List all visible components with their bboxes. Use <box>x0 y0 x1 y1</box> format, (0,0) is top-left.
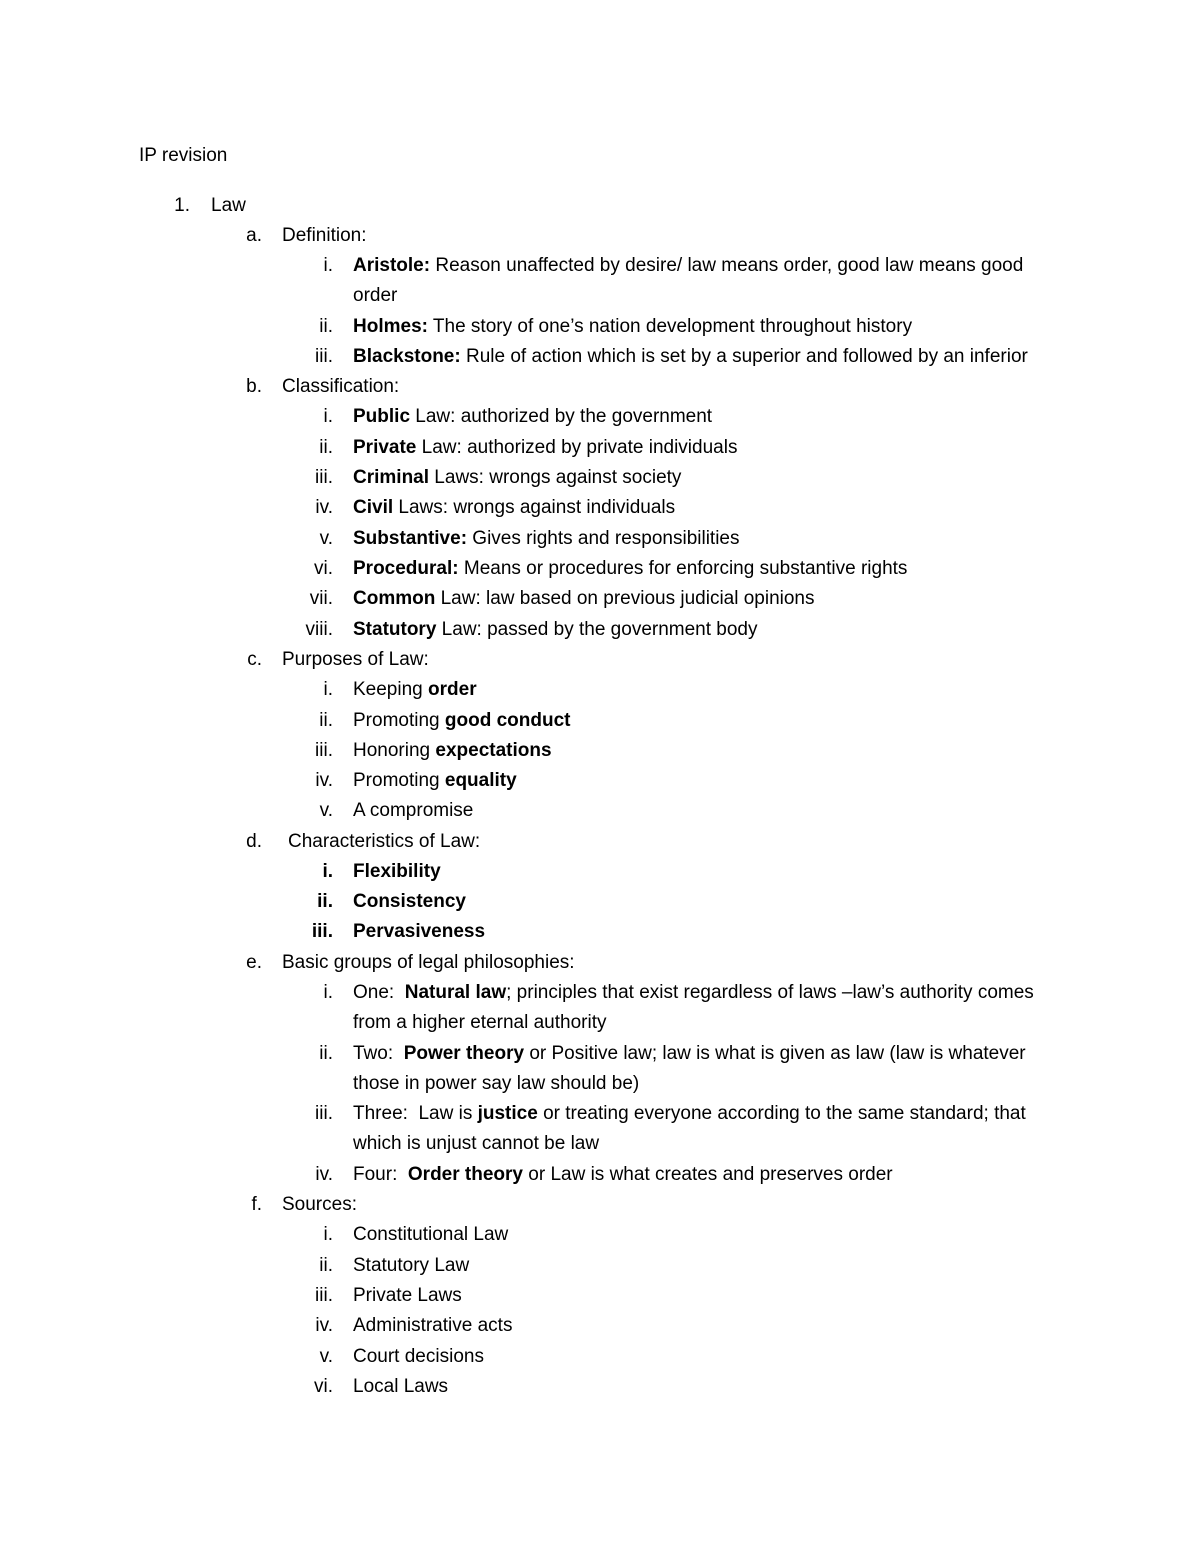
list-item-text: Court decisions <box>353 1346 484 1367</box>
term-bold: order <box>428 679 477 700</box>
list-item-text <box>353 859 441 885</box>
subsection-classification <box>0 374 1200 404</box>
list-marker: ii. <box>319 710 333 731</box>
list-item <box>0 768 1200 798</box>
list-item <box>0 1374 1200 1404</box>
list-marker: f. <box>251 1194 262 1215</box>
term-bold: Common <box>353 588 436 609</box>
list-item-text <box>353 251 1063 312</box>
item-plain: Promoting <box>353 710 445 731</box>
term-bold: Procedural: <box>353 558 459 579</box>
term-bold: Statutory <box>353 619 437 640</box>
list-item <box>0 677 1200 707</box>
term-bold: Flexibility <box>353 861 441 882</box>
term-bold: Criminal <box>353 467 430 488</box>
term-bold: Order theory <box>407 1164 523 1185</box>
list-item-text <box>353 556 907 582</box>
list-marker: i. <box>323 982 333 1003</box>
list-item-text <box>353 1162 893 1188</box>
list-marker: iii. <box>315 346 333 367</box>
document-title: IP revision <box>139 145 228 166</box>
term-bold: Natural law <box>404 982 507 1003</box>
list-item <box>0 495 1200 525</box>
item-rest: Law: law based on previous judicial opinions <box>435 588 815 609</box>
list-marker: i. <box>323 255 333 276</box>
list-item-text: Statutory Law <box>353 1255 470 1276</box>
section-label: Law <box>211 195 246 216</box>
term-bold: justice <box>477 1103 538 1124</box>
item-plain: Three: Law is <box>353 1103 478 1124</box>
list-marker: vii. <box>309 588 333 609</box>
list-marker: i. <box>322 861 333 882</box>
subsection-philosophies <box>0 950 1200 980</box>
list-marker: iii. <box>315 1285 333 1306</box>
list-marker: ii. <box>319 1255 333 1276</box>
list-marker: ii. <box>319 437 333 458</box>
list-item-text <box>353 768 517 794</box>
item-plain: Promoting <box>353 770 445 791</box>
term-bold: Civil <box>353 497 394 518</box>
list-item <box>0 1162 1200 1192</box>
list-item-text <box>353 495 675 521</box>
item-rest: or Law is what creates and preserves order <box>523 1164 893 1185</box>
subsection-purposes <box>0 647 1200 677</box>
subsection-sources <box>0 1192 1200 1222</box>
term-bold: Pervasiveness <box>353 921 486 942</box>
item-rest: or treating everyone according to the same standard; that which is unjust cannot be law <box>353 1103 1026 1155</box>
list-item <box>0 556 1200 586</box>
term-bold: good conduct <box>444 710 571 731</box>
list-item <box>0 526 1200 556</box>
term-bold: Blackstone: <box>353 346 461 367</box>
list-item-text <box>353 465 681 491</box>
list-item-text <box>353 526 740 552</box>
item-rest: ; principles that exist regardless of laws –law’s authority comes from a higher eternal authority <box>353 982 1034 1034</box>
subsection-label: Characteristics of Law: <box>288 831 481 852</box>
list-item-text <box>353 738 552 764</box>
list-item-text <box>353 1039 1063 1100</box>
list-item <box>0 435 1200 465</box>
list-item <box>0 617 1200 647</box>
list-marker: i. <box>323 679 333 700</box>
list-item-text <box>353 344 1028 370</box>
list-marker: v. <box>319 528 333 549</box>
term-bold: Public <box>353 406 411 427</box>
list-item-text <box>353 435 737 461</box>
list-item <box>0 1041 1200 1095</box>
list-marker: ii. <box>319 316 333 337</box>
item-rest: Laws: wrongs against individuals <box>393 497 676 518</box>
item-rest: Law: authorized by private individuals <box>416 437 738 458</box>
list-item <box>0 738 1200 768</box>
term-bold: expectations <box>435 740 552 761</box>
list-item-text <box>353 314 912 340</box>
subsection-characteristics <box>0 829 1200 859</box>
list-item-text <box>353 586 815 612</box>
term-bold: equality <box>444 770 517 791</box>
list-marker: b. <box>246 376 262 397</box>
list-item-text <box>353 978 1063 1039</box>
term-bold: Holmes: <box>353 316 428 337</box>
list-item-text <box>353 617 758 643</box>
list-item <box>0 798 1200 828</box>
list-marker: vi. <box>314 558 333 579</box>
subsection-label: Purposes of Law: <box>282 649 429 670</box>
term-bold: Substantive: <box>353 528 468 549</box>
item-plain: Four: <box>353 1164 408 1185</box>
list-item <box>0 1253 1200 1283</box>
item-rest: Law: authorized by the government <box>410 406 713 427</box>
item-rest: or Positive law; law is what is given as law (law is whatever those in power say law should be) <box>353 1043 1026 1095</box>
term-bold: Power theory <box>403 1043 525 1064</box>
list-item-text <box>353 404 712 430</box>
list-marker: iv. <box>315 1164 333 1185</box>
list-marker: iii. <box>315 1103 333 1124</box>
list-marker: i. <box>323 1224 333 1245</box>
subsection-label: Definition: <box>282 225 367 246</box>
list-item-text <box>353 919 485 945</box>
subsection-label: Classification: <box>282 376 400 397</box>
list-item <box>0 404 1200 434</box>
list-marker: iv. <box>315 1315 333 1336</box>
list-item <box>0 1222 1200 1252</box>
list-item <box>0 708 1200 738</box>
item-rest: Gives rights and responsibilities <box>467 528 740 549</box>
term-bold: Consistency <box>353 891 466 912</box>
list-marker: v. <box>319 800 333 821</box>
list-item <box>0 859 1200 889</box>
list-marker: iv. <box>315 770 333 791</box>
list-item <box>0 253 1200 307</box>
item-plain: One: <box>353 982 405 1003</box>
list-item-text: Local Laws <box>353 1376 449 1397</box>
section-law <box>0 193 1200 223</box>
subsection-label: Sources: <box>282 1194 357 1215</box>
item-plain: Two: <box>353 1043 404 1064</box>
list-item <box>0 1313 1200 1343</box>
subsection-definition <box>0 223 1200 253</box>
item-rest: Laws: wrongs against society <box>429 467 682 488</box>
list-marker: d. <box>246 831 262 852</box>
list-item <box>0 465 1200 495</box>
item-rest: Law: passed by the government body <box>436 619 758 640</box>
list-item <box>0 1101 1200 1155</box>
list-item-text <box>353 889 466 915</box>
list-marker: a. <box>246 225 262 246</box>
list-item-text <box>353 1099 1063 1160</box>
list-item <box>0 314 1200 344</box>
list-marker: ii. <box>319 1043 333 1064</box>
list-marker: viii. <box>305 619 333 640</box>
list-item-text: Administrative acts <box>353 1315 513 1336</box>
list-item <box>0 586 1200 616</box>
item-plain: Honoring <box>353 740 436 761</box>
list-marker: c. <box>247 649 262 670</box>
list-item <box>0 1283 1200 1313</box>
list-item <box>0 1344 1200 1374</box>
list-item <box>0 980 1200 1034</box>
term-bold: Private <box>353 437 417 458</box>
list-item <box>0 344 1200 374</box>
list-marker: iii. <box>315 467 333 488</box>
list-item-text <box>353 677 477 703</box>
list-marker: i. <box>323 406 333 427</box>
item-rest: Means or procedures for enforcing substantive rights <box>458 558 908 579</box>
subsection-label: Basic groups of legal philosophies: <box>282 952 575 973</box>
list-marker: 1. <box>174 195 190 216</box>
list-item-text: Constitutional Law <box>353 1224 509 1245</box>
list-item-text: A compromise <box>353 800 474 821</box>
list-marker: v. <box>319 1346 333 1367</box>
list-marker: iii. <box>315 740 333 761</box>
item-rest: Reason unaffected by desire/ law means order, good law means good order <box>353 255 1024 307</box>
item-rest: The story of one’s nation development throughout history <box>427 316 913 337</box>
list-marker: iv. <box>315 497 333 518</box>
list-item-text <box>353 708 570 734</box>
list-item <box>0 889 1200 919</box>
item-rest: Rule of action which is set by a superior and followed by an inferior <box>460 346 1028 367</box>
term-bold: Aristole: <box>353 255 431 276</box>
item-plain: Keeping <box>353 679 429 700</box>
list-marker: e. <box>246 952 262 973</box>
list-item <box>0 919 1200 949</box>
list-marker: ii. <box>317 891 333 912</box>
list-marker: vi. <box>314 1376 333 1397</box>
list-marker: iii. <box>311 921 333 942</box>
list-item-text: Private Laws <box>353 1285 462 1306</box>
